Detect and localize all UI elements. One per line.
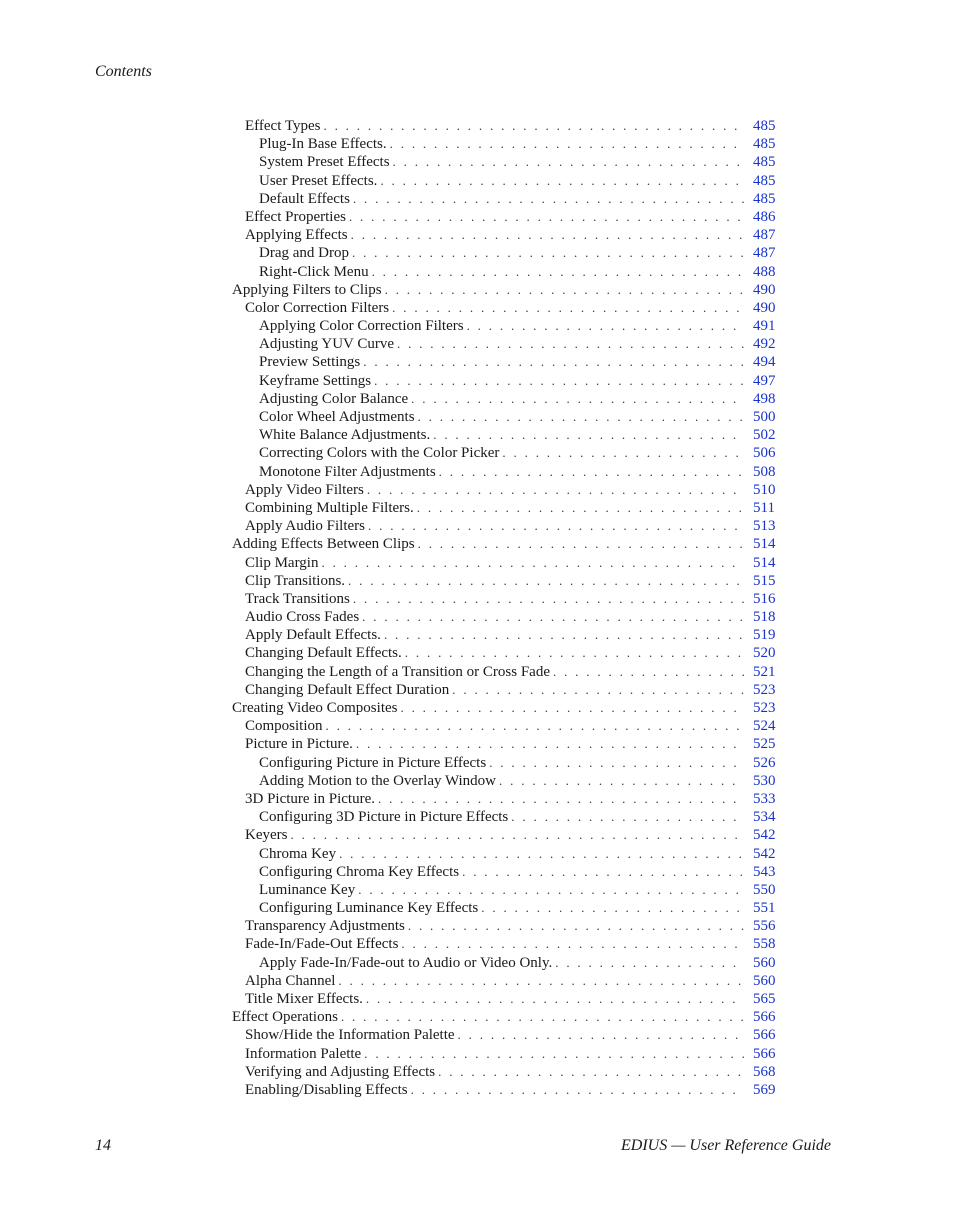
toc-entry-line xyxy=(259,390,744,408)
toc-entry-line xyxy=(245,663,744,681)
toc-entry[interactable] xyxy=(259,754,954,772)
toc-entry[interactable] xyxy=(259,426,954,444)
toc-dot-leader xyxy=(348,572,744,590)
toc-entry-title: System Preset Effects xyxy=(259,154,390,171)
toc-entry-title: Alpha Channel xyxy=(245,972,336,989)
toc-entry-line xyxy=(245,1045,744,1063)
toc-entry-title: White Balance Adjustments. xyxy=(259,427,431,444)
toc-entry-title: Right-Click Menu xyxy=(259,263,369,280)
toc-dot-leader xyxy=(433,426,744,444)
toc-dot-leader xyxy=(499,772,744,790)
toc-page-link[interactable]: 487 xyxy=(753,245,776,262)
toc-entry-title: Apply Video Filters xyxy=(245,481,364,498)
toc-dot-leader xyxy=(366,990,744,1008)
toc-entry-title: Preview Settings xyxy=(259,354,361,371)
toc-entry-line xyxy=(259,899,744,917)
toc-dot-leader xyxy=(467,317,744,335)
toc-entry[interactable] xyxy=(232,1008,954,1026)
toc-entry-line xyxy=(245,1063,744,1081)
toc-dot-leader xyxy=(462,863,744,881)
toc-entry-title: Apply Fade-In/Fade-out to Audio or Video Only. xyxy=(259,954,553,971)
toc-entry-line xyxy=(245,972,744,990)
toc-page-link[interactable]: 498 xyxy=(753,390,776,407)
toc-entry-line xyxy=(245,990,744,1008)
toc-page-link[interactable]: 551 xyxy=(753,900,776,917)
toc-entry-line xyxy=(259,444,744,462)
toc-entry[interactable] xyxy=(259,408,954,426)
toc-entry-title: Creating Video Composites xyxy=(232,700,398,716)
toc-entry-title: Picture in Picture. xyxy=(245,736,353,753)
toc-entry-title: Luminance Key xyxy=(259,881,356,898)
toc-dot-leader xyxy=(341,1008,744,1026)
toc-page-link[interactable]: 556 xyxy=(753,918,776,935)
toc-entry-line xyxy=(259,754,744,772)
toc-entry[interactable] xyxy=(259,153,954,171)
toc-entry-line xyxy=(245,481,744,499)
toc-entry-title: Apply Audio Filters xyxy=(245,518,366,535)
toc-dot-leader xyxy=(400,699,744,717)
toc-dot-leader xyxy=(349,208,744,226)
toc-entry[interactable] xyxy=(245,608,954,626)
toc-page-link[interactable]: 520 xyxy=(753,645,776,662)
toc-entry[interactable] xyxy=(259,390,954,408)
toc-entry[interactable] xyxy=(259,899,954,917)
toc-page-link[interactable]: 565 xyxy=(753,991,776,1007)
toc-entry-line xyxy=(259,881,744,899)
toc-page-link[interactable]: 542 xyxy=(753,827,776,844)
toc-entry[interactable] xyxy=(245,117,954,135)
toc-page-link[interactable]: 490 xyxy=(753,281,776,298)
toc-entry-title: Changing Default Effects. xyxy=(245,645,402,662)
toc-dot-leader xyxy=(321,554,744,572)
toc-dot-leader xyxy=(385,281,744,299)
toc-entry-title: Configuring Luminance Key Effects xyxy=(259,900,479,917)
toc-page-link[interactable]: 534 xyxy=(753,809,776,826)
toc-entry[interactable] xyxy=(245,717,954,735)
toc-dot-leader xyxy=(511,808,744,826)
toc-entry[interactable] xyxy=(245,1063,954,1081)
toc-entry-line xyxy=(245,626,744,644)
toc-entry-line xyxy=(245,499,744,517)
toc-entry-title: Apply Default Effects. xyxy=(245,627,381,644)
toc-entry-title: Adjusting Color Balance xyxy=(259,390,409,407)
toc-entry-line xyxy=(232,281,744,299)
toc-entry-title: Keyers xyxy=(245,827,288,844)
toc-entry[interactable] xyxy=(245,208,954,226)
toc-entry-line xyxy=(245,554,744,572)
toc-entry-line xyxy=(245,735,744,753)
toc-entry-line xyxy=(232,699,744,717)
toc-dot-leader xyxy=(353,190,744,208)
toc-entry-line xyxy=(245,790,744,808)
toc-entry[interactable] xyxy=(259,863,954,881)
toc-entry-title: Changing the Length of a Transition or Cross Fade xyxy=(245,663,550,680)
toc-dot-leader xyxy=(438,1063,744,1081)
toc-dot-leader xyxy=(397,335,744,353)
toc-entry[interactable] xyxy=(259,808,954,826)
toc-entry-title: Applying Filters to Clips xyxy=(232,281,382,298)
toc-entry-title: Title Mixer Effects. xyxy=(245,991,363,1007)
toc-page-link[interactable]: 508 xyxy=(753,463,776,480)
toc-entry[interactable] xyxy=(245,626,954,644)
toc-page-link[interactable]: 488 xyxy=(753,263,776,280)
toc-entry-title: 3D Picture in Picture. xyxy=(245,790,375,807)
toc-dot-leader xyxy=(364,1045,744,1063)
toc-entry-line xyxy=(245,608,744,626)
toc-entry-title: Drag and Drop xyxy=(259,245,349,262)
toc-dot-leader xyxy=(338,972,744,990)
toc-dot-leader xyxy=(411,1081,744,1099)
toc-dot-leader xyxy=(392,299,744,317)
toc-page-link[interactable]: 550 xyxy=(753,881,776,898)
toc-entry[interactable] xyxy=(245,299,954,317)
toc-entry-title: Combining Multiple Filters. xyxy=(245,499,414,516)
toc-entry-line xyxy=(245,717,744,735)
toc-dot-leader xyxy=(378,790,744,808)
toc-entry[interactable] xyxy=(259,244,954,262)
toc-page-link[interactable]: 494 xyxy=(753,354,776,371)
toc-dot-leader xyxy=(380,172,744,190)
toc-entry-title: Correcting Colors with the Color Picker xyxy=(259,445,500,462)
toc-entry[interactable] xyxy=(245,917,954,935)
toc-dot-leader xyxy=(418,535,744,553)
toc-entry[interactable] xyxy=(245,935,954,953)
toc-entry[interactable] xyxy=(245,972,954,990)
toc-entry-line xyxy=(245,935,744,953)
toc-dot-leader xyxy=(489,754,744,772)
toc-page-link[interactable]: 510 xyxy=(753,481,776,498)
toc-page-link[interactable]: 569 xyxy=(753,1081,776,1098)
toc-entry[interactable] xyxy=(259,172,954,190)
toc-dot-leader xyxy=(384,626,744,644)
toc-entry-title: Clip Margin xyxy=(245,554,319,571)
toc-entry-line xyxy=(259,153,744,171)
toc-entry-line xyxy=(259,135,744,153)
toc-entry-title: Keyframe Settings xyxy=(259,372,372,389)
table-of-contents xyxy=(0,117,954,1099)
toc-dot-leader xyxy=(417,499,744,517)
toc-dot-leader xyxy=(555,954,744,972)
toc-entry-title: Transparency Adjustments xyxy=(245,918,405,935)
toc-entry[interactable] xyxy=(245,644,954,662)
toc-dot-leader xyxy=(352,244,744,262)
toc-page-link[interactable]: 558 xyxy=(753,936,776,953)
toc-entry-title: Information Palette xyxy=(245,1045,362,1062)
toc-page-link[interactable]: 566 xyxy=(753,1009,776,1026)
toc-entry[interactable] xyxy=(259,372,954,390)
toc-page-link[interactable]: 560 xyxy=(753,972,776,989)
toc-entry-title: Changing Default Effect Duration xyxy=(245,681,450,698)
toc-page-link[interactable]: 516 xyxy=(753,590,776,607)
toc-entry[interactable] xyxy=(245,554,954,572)
toc-page-link[interactable]: 533 xyxy=(753,790,776,807)
toc-page-link[interactable]: 492 xyxy=(753,336,776,353)
toc-page-link[interactable]: 523 xyxy=(753,681,776,698)
toc-entry-title: Applying Effects xyxy=(245,227,348,244)
toc-entry-line xyxy=(245,1026,744,1044)
toc-page-link[interactable]: 518 xyxy=(753,609,776,626)
toc-entry-line xyxy=(259,408,744,426)
toc-page-link[interactable]: 566 xyxy=(753,1027,776,1044)
toc-page-link[interactable]: 502 xyxy=(753,427,776,444)
toc-dot-leader xyxy=(363,353,744,371)
toc-entry[interactable] xyxy=(259,463,954,481)
toc-entry-title: Verifying and Adjusting Effects xyxy=(245,1063,436,1080)
toc-entry-line xyxy=(259,808,744,826)
toc-dot-leader xyxy=(326,717,744,735)
toc-page-link[interactable]: 560 xyxy=(753,954,776,971)
toc-entry-line xyxy=(245,1081,744,1099)
toc-entry[interactable] xyxy=(245,1026,954,1044)
toc-page-link[interactable]: 485 xyxy=(753,172,776,189)
toc-entry-title: Audio Cross Fades xyxy=(245,609,360,626)
toc-dot-leader xyxy=(401,935,744,953)
toc-page-link[interactable]: 511 xyxy=(753,499,775,516)
toc-page-link[interactable]: 523 xyxy=(753,700,776,716)
toc-entry-title: Show/Hide the Information Palette xyxy=(245,1027,455,1044)
toc-entry-line xyxy=(232,1008,744,1026)
toc-dot-leader xyxy=(390,135,744,153)
toc-page-link[interactable]: 521 xyxy=(753,663,776,680)
toc-entry-line xyxy=(259,353,744,371)
toc-page-link[interactable]: 566 xyxy=(753,1045,776,1062)
toc-entry[interactable] xyxy=(245,735,954,753)
toc-dot-leader xyxy=(502,444,744,462)
toc-entry-line xyxy=(245,517,744,535)
toc-page-link[interactable]: 530 xyxy=(753,772,776,789)
toc-entry-title: Monotone Filter Adjustments xyxy=(259,463,436,480)
toc-dot-leader xyxy=(481,899,744,917)
toc-entry-line xyxy=(232,535,744,553)
toc-entry-title: Configuring Picture in Picture Effects xyxy=(259,754,487,771)
toc-dot-leader xyxy=(323,117,744,135)
toc-entry[interactable] xyxy=(232,281,954,299)
toc-entry-line xyxy=(259,863,744,881)
toc-dot-leader xyxy=(411,390,744,408)
toc-entry-title: Applying Color Correction Filters xyxy=(259,318,464,335)
toc-entry-title: Effect Properties xyxy=(245,208,346,225)
toc-entry-line xyxy=(259,172,744,190)
toc-entry-title: Default Effects xyxy=(259,190,350,207)
running-head: Contents xyxy=(95,63,152,80)
toc-dot-leader xyxy=(439,463,744,481)
toc-dot-leader xyxy=(372,263,744,281)
toc-dot-leader xyxy=(418,408,744,426)
toc-entry[interactable] xyxy=(245,499,954,517)
toc-dot-leader xyxy=(458,1026,744,1044)
toc-page-link[interactable]: 526 xyxy=(753,754,776,771)
toc-entry[interactable] xyxy=(245,1045,954,1063)
toc-entry-line xyxy=(259,954,744,972)
toc-entry-line xyxy=(245,226,744,244)
toc-entry[interactable] xyxy=(259,317,954,335)
toc-dot-leader xyxy=(405,644,744,662)
toc-dot-leader xyxy=(452,681,744,699)
toc-entry-line xyxy=(245,117,744,135)
toc-entry[interactable] xyxy=(259,772,954,790)
toc-page-link[interactable]: 506 xyxy=(753,445,776,462)
toc-entry-line xyxy=(245,208,744,226)
toc-entry[interactable] xyxy=(259,190,954,208)
toc-entry-line xyxy=(245,681,744,699)
toc-page-link[interactable]: 485 xyxy=(753,154,776,171)
toc-entry[interactable] xyxy=(259,444,954,462)
toc-entry-title: Adding Effects Between Clips xyxy=(232,536,415,553)
toc-page-link[interactable]: 525 xyxy=(753,736,776,753)
toc-page-link[interactable]: 487 xyxy=(753,227,776,244)
toc-entry-title: Effect Operations xyxy=(232,1009,338,1026)
toc-entry-line xyxy=(245,917,744,935)
toc-entry-line xyxy=(259,317,744,335)
toc-page-link[interactable]: 568 xyxy=(753,1063,776,1080)
toc-entry-title: Color Wheel Adjustments xyxy=(259,409,415,425)
toc-entry[interactable] xyxy=(232,535,954,553)
toc-page-link[interactable]: 519 xyxy=(753,627,776,644)
toc-entry-title: User Preset Effects. xyxy=(259,172,378,189)
toc-entry-title: Configuring 3D Picture in Picture Effects xyxy=(259,809,509,826)
toc-entry[interactable] xyxy=(245,1081,954,1099)
footer-guide-title: EDIUS — User Reference Guide xyxy=(620,1137,831,1154)
toc-page-link[interactable]: 543 xyxy=(753,863,776,880)
toc-entry-line xyxy=(245,572,744,590)
toc-entry[interactable] xyxy=(245,226,954,244)
toc-page-link[interactable]: 497 xyxy=(753,372,776,389)
toc-entry-line xyxy=(259,463,744,481)
toc-page-link[interactable]: 485 xyxy=(753,136,776,153)
toc-entry-line xyxy=(259,772,744,790)
toc-dot-leader xyxy=(290,826,744,844)
toc-dot-leader xyxy=(393,153,744,171)
toc-entry-title: Color Correction Filters xyxy=(245,299,390,316)
toc-entry[interactable] xyxy=(259,954,954,972)
toc-page-link[interactable]: 542 xyxy=(753,845,776,862)
toc-entry[interactable] xyxy=(259,135,954,153)
toc-dot-leader xyxy=(408,917,744,935)
toc-entry-title: Effect Types xyxy=(245,118,321,134)
toc-entry[interactable] xyxy=(245,517,954,535)
toc-page-link[interactable]: 515 xyxy=(753,572,776,589)
toc-entry-title: Configuring Chroma Key Effects xyxy=(259,863,460,880)
toc-entry[interactable] xyxy=(232,699,954,717)
toc-entry-line xyxy=(259,426,744,444)
toc-entry-line xyxy=(259,845,744,863)
toc-page-link[interactable]: 514 xyxy=(753,536,776,553)
toc-entry-line xyxy=(245,826,744,844)
toc-dot-leader xyxy=(339,845,744,863)
toc-entry-line xyxy=(259,244,744,262)
toc-dot-leader xyxy=(553,663,744,681)
toc-entry-line xyxy=(259,263,744,281)
toc-entry[interactable] xyxy=(245,826,954,844)
toc-entry[interactable] xyxy=(245,572,954,590)
toc-entry-line xyxy=(245,644,744,662)
toc-entry-title: Chroma Key xyxy=(259,845,337,862)
toc-entry-line xyxy=(245,299,744,317)
toc-dot-leader xyxy=(374,372,744,390)
toc-dot-leader xyxy=(351,226,744,244)
toc-entry-title: Track Transitions xyxy=(245,590,350,607)
toc-entry[interactable] xyxy=(259,335,954,353)
footer-page-number: 14 xyxy=(95,1137,111,1154)
toc-page-link[interactable]: 500 xyxy=(753,409,776,425)
toc-page-link[interactable]: 485 xyxy=(753,118,776,134)
toc-page-link[interactable]: 524 xyxy=(753,718,776,735)
toc-dot-leader xyxy=(362,608,744,626)
toc-page-link[interactable]: 485 xyxy=(753,190,776,207)
toc-dot-leader xyxy=(368,517,744,535)
toc-entry-title: Composition xyxy=(245,718,323,735)
toc-entry[interactable] xyxy=(245,663,954,681)
toc-entry[interactable] xyxy=(259,881,954,899)
toc-entry-title: Adding Motion to the Overlay Window xyxy=(259,772,497,789)
toc-entry-line xyxy=(259,372,744,390)
toc-page-link[interactable]: 491 xyxy=(753,318,776,335)
toc-page-link[interactable]: 486 xyxy=(753,208,776,225)
toc-page-link[interactable]: 514 xyxy=(753,554,776,571)
toc-entry[interactable] xyxy=(245,481,954,499)
toc-dot-leader xyxy=(358,881,744,899)
toc-entry-title: Adjusting YUV Curve xyxy=(259,336,394,353)
toc-entry[interactable] xyxy=(259,845,954,863)
toc-dot-leader xyxy=(356,735,744,753)
toc-page-link[interactable]: 513 xyxy=(753,518,776,535)
toc-entry-title: Fade-In/Fade-Out Effects xyxy=(245,936,399,953)
toc-entry-title: Clip Transitions. xyxy=(245,572,346,589)
toc-entry-line xyxy=(259,335,744,353)
toc-dot-leader xyxy=(353,590,744,608)
toc-entry[interactable] xyxy=(259,263,954,281)
toc-entry-title: Enabling/Disabling Effects xyxy=(245,1081,408,1098)
toc-entry-title: Plug-In Base Effects. xyxy=(259,136,387,153)
toc-entry[interactable] xyxy=(245,590,954,608)
toc-dot-leader xyxy=(367,481,744,499)
toc-entry[interactable] xyxy=(245,990,954,1008)
toc-entry[interactable] xyxy=(245,790,954,808)
toc-entry[interactable] xyxy=(245,681,954,699)
toc-page-link[interactable]: 490 xyxy=(753,299,776,316)
toc-entry[interactable] xyxy=(259,353,954,371)
toc-entry-line xyxy=(245,590,744,608)
toc-entry-line xyxy=(259,190,744,208)
